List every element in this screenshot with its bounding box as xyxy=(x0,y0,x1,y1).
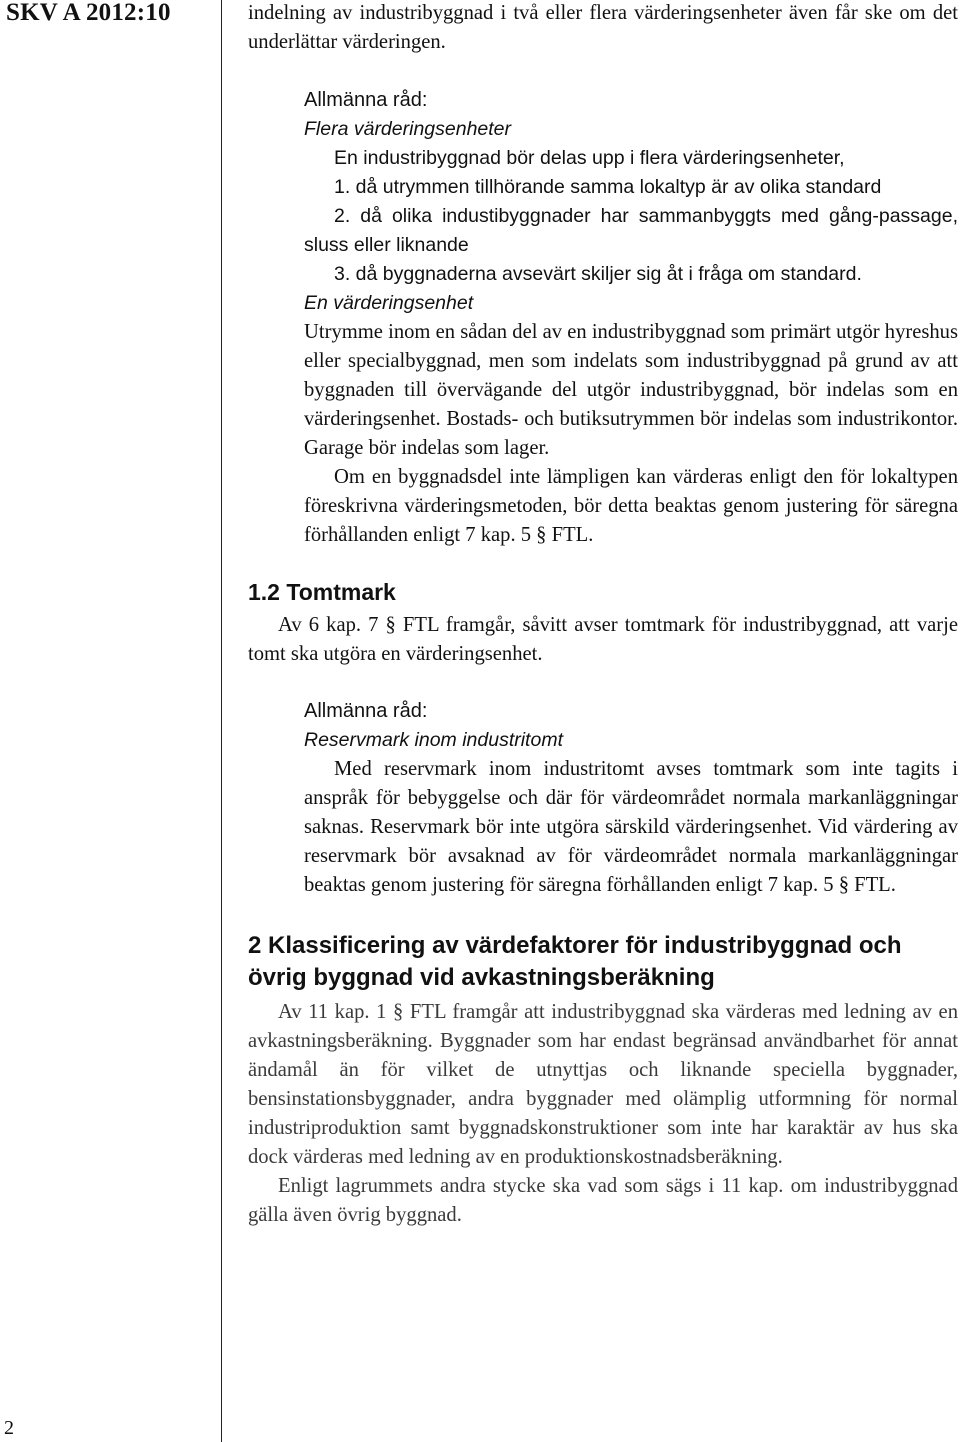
advice-paragraph-1: Utrymme inom en sådan del av en industribyggnad som primärt utgör hyreshus eller specialbyggnad, men som indelats som industribyggnad på grund av att byggnaden till övervägande del utgör industribyggnad, bör indelas som en värderingsenhet. Bostads- och butiksutrymmen bör indelas som industrikontor. Garage bör indelas som lager. xyxy=(304,321,958,459)
advice-item-1: 1. då utrymmen tillhörande samma lokaltyp är av olika standard xyxy=(334,176,882,198)
general-advice-reserve-land xyxy=(304,697,958,900)
section-2 xyxy=(248,930,958,1230)
advice-lead: En industribyggnad bör delas upp i flera värderingsenheter, xyxy=(334,147,845,169)
section-heading: 1.2 Tomtmark xyxy=(248,579,396,605)
advice-paragraph-2: Om en byggnadsdel inte lämpligen kan värderas enligt den för lokaltypen föreskrivna värderingsmetoden, bör detta beaktas genom justering för säregna förhållanden enligt 7 kap. 5 § FTL. xyxy=(304,466,958,546)
advice-item-2: 2. då olika industibyggnader har sammanbyggts med gång-passage, sluss eller liknande xyxy=(304,205,958,256)
document-id: SKV A 2012:10 xyxy=(6,0,171,26)
general-advice-single-unit xyxy=(304,289,958,550)
section-paragraph-1: Av 11 kap. 1 § FTL framgår att industribyggnad ska värderas med ledning av en avkastningsberäkning. Byggnader som har endast begränsad användbarhet för annat ändamål än för vilket de utnyttjas och liknande speciella byggnader, bensinstationsbyggnader, andra byggnader med olämplig utformning för normal industriproduktion samt byggnadskonstruktioner som inte har karaktär av hus ska dock värderas med ledning av en produktionskostnadsberäkning. xyxy=(248,1001,958,1168)
advice-heading: Allmänna råd: xyxy=(304,700,428,722)
advice-heading: Allmänna råd: xyxy=(304,89,428,111)
section-paragraph-2: Enligt lagrummets andra stycke ska vad som sägs i 11 kap. om industribyggnad gälla även övrig byggnad. xyxy=(248,1175,958,1226)
margin-divider xyxy=(221,0,222,1442)
advice-paragraph: Med reservmark inom industritomt avses tomtmark som inte tagits i anspråk för bebyggelse och där för värdeområdet normala markanläggningar saknas. Reservmark bör inte utgöra särskild värderingsenhet. Vid värdering av reservmark bör avsaknad av för värdeområdet normala markanläggningar beaktas genom justering för säregna förhållanden enligt 7 kap. 5 § FTL. xyxy=(304,758,958,896)
advice-subheading: Reservmark inom industritomt xyxy=(304,729,563,751)
section-heading: 2 Klassificering av värdefaktorer för industribyggnad och övrig byggnad vid avkastningsberäkning xyxy=(248,932,902,991)
section-1-2 xyxy=(248,577,958,669)
advice-subheading-2: En värderingsenhet xyxy=(304,292,474,314)
intro-paragraph: indelning av industribyggnad i två eller flera värderingsenheter även får ske om det underlättar värderingen. xyxy=(248,2,958,53)
page-content xyxy=(248,0,958,1230)
section-paragraph: Av 6 kap. 7 § FTL framgår, såvitt avser tomtmark för industribyggnad, att varje tomt ska utgöra en värderingsenhet. xyxy=(248,614,958,665)
page-number: 2 xyxy=(4,1417,14,1439)
advice-subheading: Flera värderingsenheter xyxy=(304,118,512,140)
advice-item-3: 3. då byggnaderna avsevärt skiljer sig åt i fråga om standard. xyxy=(334,263,862,285)
general-advice-multiple-units xyxy=(304,86,958,289)
